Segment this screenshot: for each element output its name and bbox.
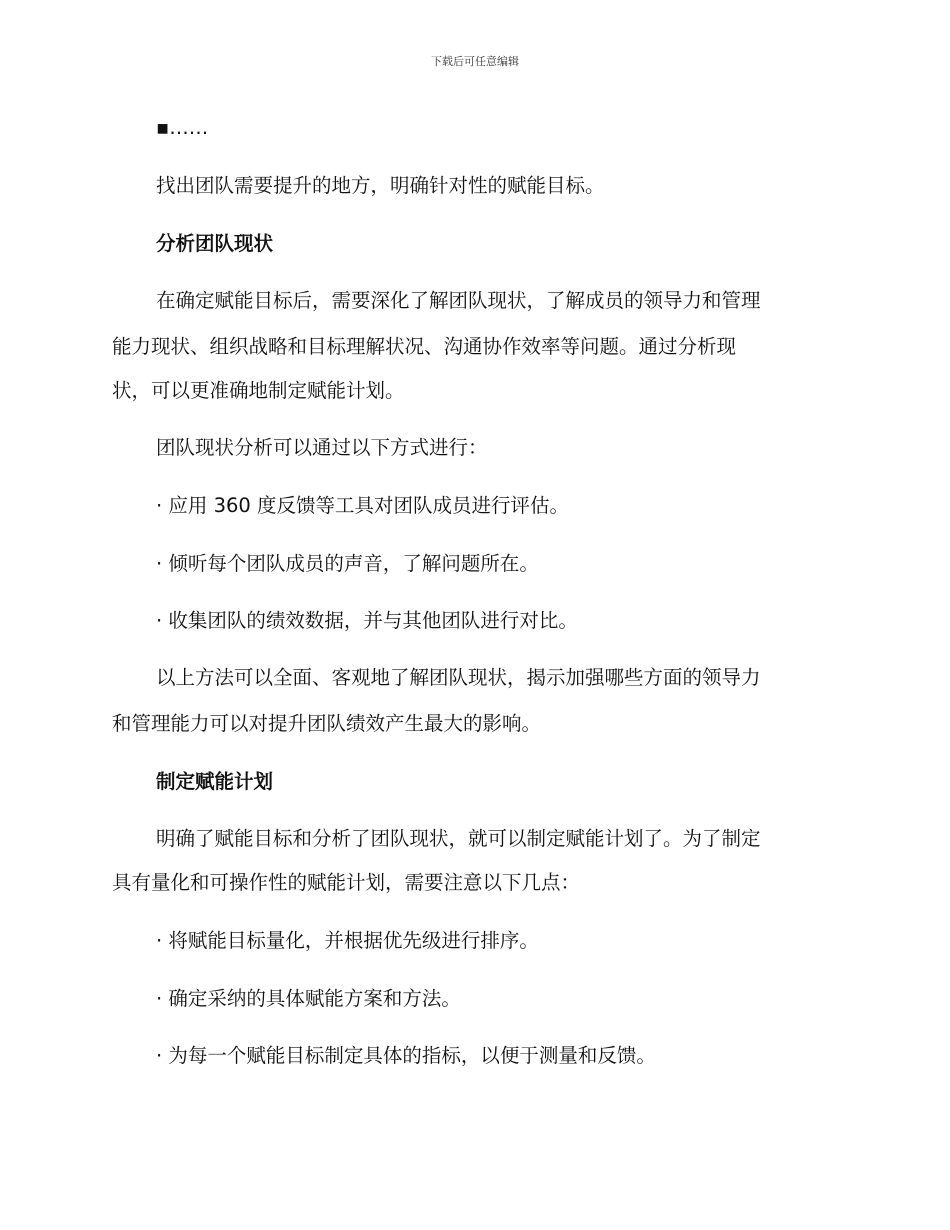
paragraph-goal-summary: 找出团队需要提升的地方，明确针对性的赋能目标。	[156, 174, 605, 197]
bullet-adopt-methods: · 确定采纳的具体赋能方案和方法。	[156, 987, 461, 1010]
section-heading-analyze-team: 分析团队现状	[156, 232, 274, 255]
bullet-collect-performance-data: · 收集团队的绩效数据，并与其他团队进行对比。	[156, 609, 578, 632]
paragraph-methods-summary-line-2: 和管理能力可以对提升团队绩效产生最大的影响。	[112, 712, 542, 735]
page-header: 下载后可任意编辑	[431, 55, 519, 68]
bullet-listen-members: · 倾听每个团队成员的声音，了解问题所在。	[156, 552, 539, 575]
paragraph-analyze-line-2: 能力现状、组织战略和目标理解状况、沟通协作效率等问题。通过分析现	[112, 335, 737, 358]
paragraph-plan-line-2: 具有量化和可操作性的赋能计划，需要注意以下几点：	[112, 871, 581, 894]
bullet-ellipsis: ▪……	[156, 116, 209, 139]
paragraph-analyze-line-3: 状，可以更准确地制定赋能计划。	[112, 379, 405, 402]
paragraph-analyze-line-1: 在确定赋能目标后，需要深化了解团队现状，了解成员的领导力和管理	[156, 289, 761, 312]
bullet-quantify-goals: · 将赋能目标量化，并根据优先级进行排序。	[156, 929, 539, 952]
paragraph-plan-line-1: 明确了赋能目标和分析了团队现状，就可以制定赋能计划了。为了制定	[156, 827, 761, 850]
section-heading-make-plan: 制定赋能计划	[156, 770, 274, 793]
paragraph-analysis-methods-intro: 团队现状分析可以通过以下方式进行：	[156, 436, 488, 459]
bullet-set-indicators: · 为每一个赋能目标制定具体的指标，以便于测量和反馈。	[156, 1044, 656, 1067]
bullet-360-feedback: · 应用 360 度反馈等工具对团队成员进行评估。	[156, 494, 570, 517]
paragraph-methods-summary-line-1: 以上方法可以全面、客观地了解团队现状，揭示加强哪些方面的领导力	[156, 666, 761, 689]
